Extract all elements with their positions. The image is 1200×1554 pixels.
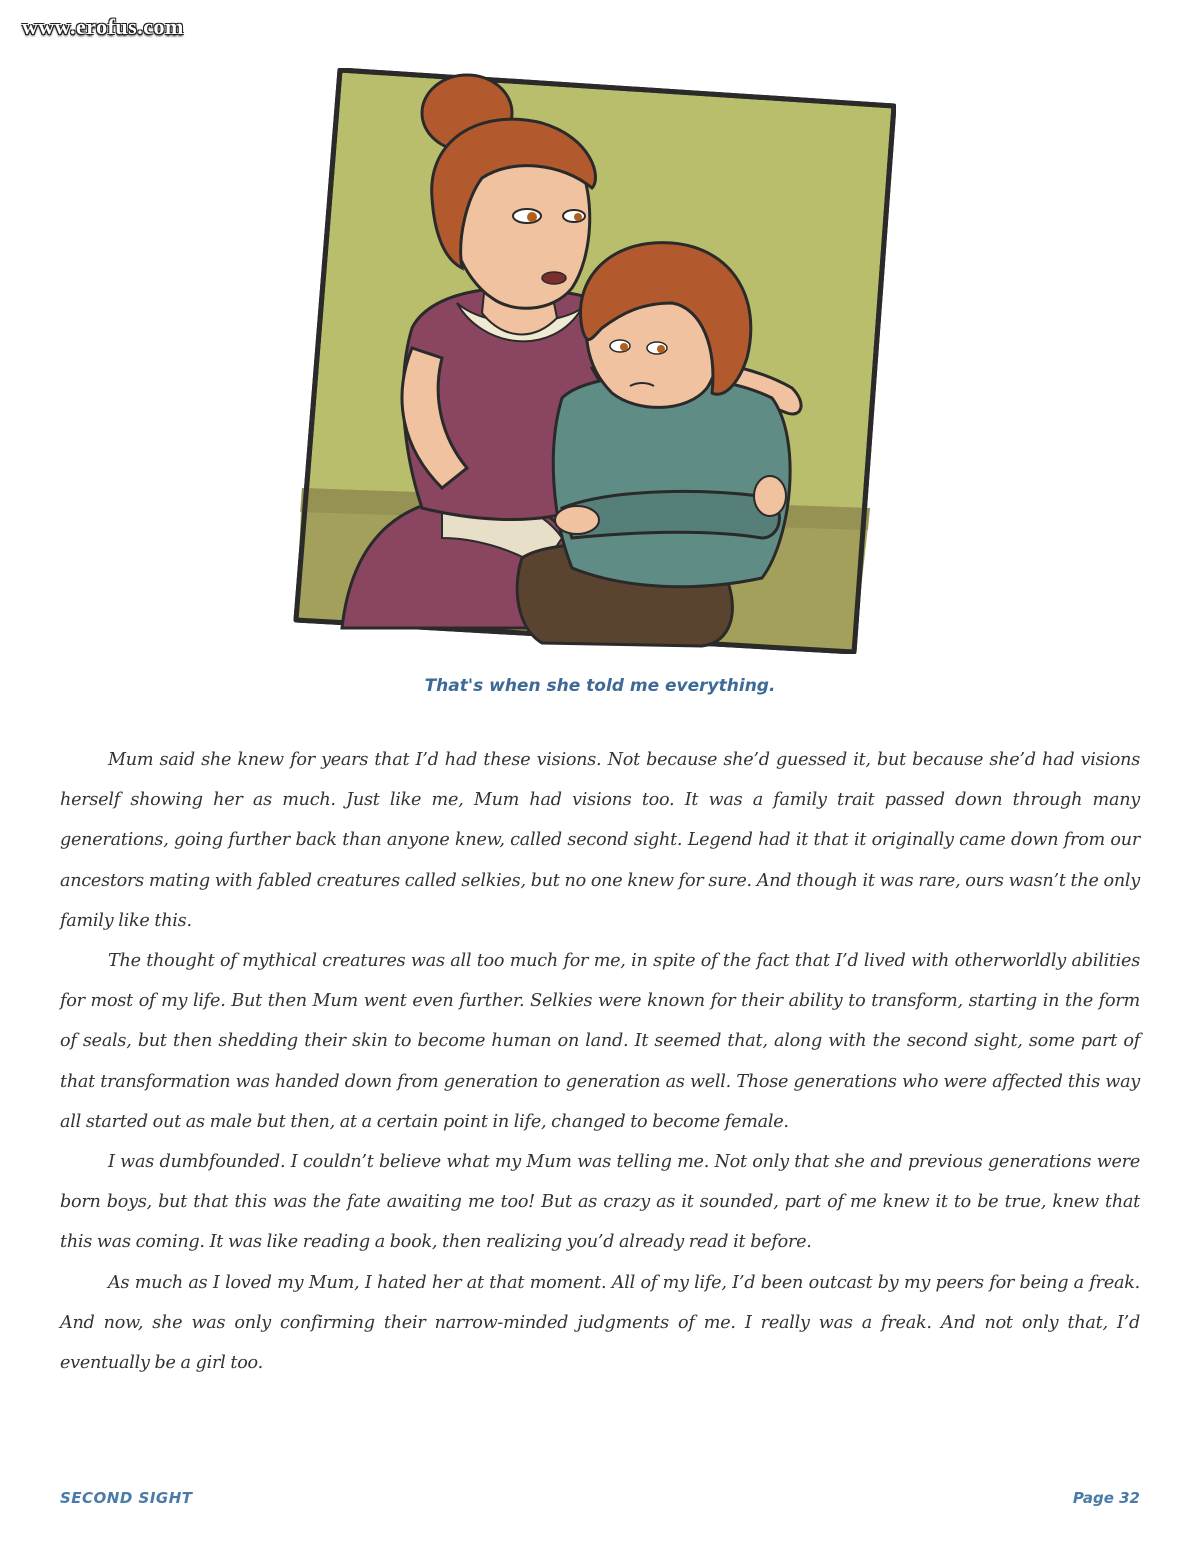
paragraph-1: Mum said she knew for years that I’d had these visions. Not because she’d guessed it, but because she’d had visions herself showing her as much. Just like me, Mum had visions too. It was a family trait passed down through many generations, going further back than anyone knew, called second sight. Legend had it that it originally came down from our ancestors mating with fabled creatures called selkies, but no one knew for sure. And though it was rare, ours wasn’t the only family like this. [60,750,1140,931]
watermark: www.erofus.com [22,14,184,39]
panel-caption: That's when she told me everything. [424,676,776,696]
footer-book-title: SECOND SIGHT [60,1489,193,1507]
paragraph-2: The thought of mythical creatures was all too much for me, in spite of the fact that I’d lived with otherworldly abilities for most of my life. But then Mum went even further. Selkies were known for their ability to transform, starting in the form of seals, but then shedding their skin to become human on land. It seemed that, along with the second sight, some part of that transformation was handed down from generation to generation as well. Those generations who were affected this way all started out as male but then, at a certain point in life, changed to become female. [60,951,1140,1132]
paragraph-3: I was dumbfounded. I couldn’t believe what my Mum was telling me. Not only that she and previous generations were born boys, but that this was the fate awaiting me too! But as crazy as it sounded, part of me knew it to be true, knew that this was coming. It was like reading a book, then realizing you’d already read it before. [60,1152,1140,1253]
comic-panel-illustration [292,68,896,654]
story-text [60,740,1140,1383]
footer-page-number: Page 32 [1072,1489,1140,1507]
mother-child-illustration [292,68,896,654]
paragraph-4: As much as I loved my Mum, I hated her at that moment. All of my life, I’d been outcast by my peers for being a freak. And now, she was only confirming their narrow-minded judgments of me. I really was a freak. And not only that, I’d eventually be a girl too. [60,1272,1140,1374]
